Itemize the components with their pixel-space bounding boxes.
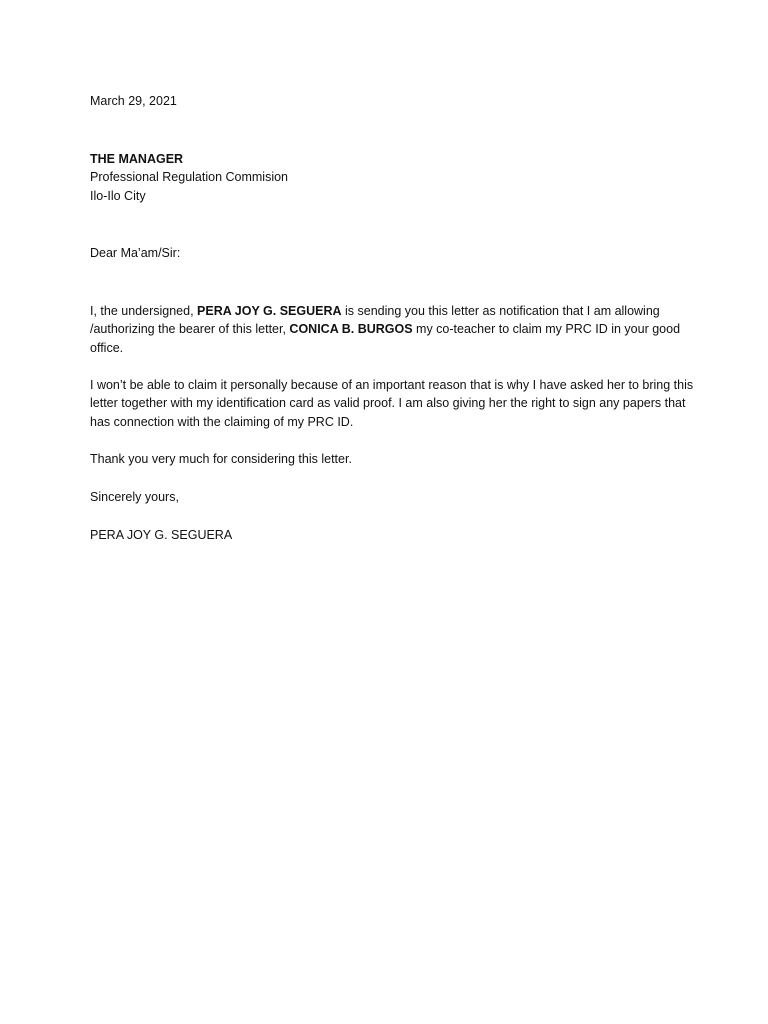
paragraph-thanks: Thank you very much for considering this letter. [90, 451, 352, 466]
paragraph-reason: I won’t be able to claim it personally because of an important reason that is why I have asked her to bring this letter together with my identification card as valid proof. I am also giving her the right to sign any papers that has connection with the claiming of my PRC ID. [90, 377, 694, 429]
recipient-organization: Professional Regulation Commision [90, 170, 289, 184]
recipient-address [90, 150, 700, 206]
paragraph-1-part-1: I, the undersigned, [90, 303, 198, 318]
letter-body [90, 92, 700, 544]
signature-name: PERA JOY G. SEGUERA [90, 527, 233, 542]
recipient-title: THE MANAGER [90, 151, 184, 166]
bearer-name-bold: CONICA B. BURGOS [289, 322, 413, 336]
salutation: Dear Ma’am/Sir: [90, 246, 181, 260]
paragraph-1-part-3: my co-teacher to claim my PRC ID in your good office. [90, 322, 681, 355]
paragraph-1-part-2: is sending you this letter as notification that I am allowing /authorizing the bearer of this letter, [90, 303, 660, 336]
paragraph-authorization [90, 302, 700, 358]
sender-name-bold: PERA JOY G. SEGUERA [197, 303, 342, 318]
closing: Sincerely yours, [90, 490, 179, 504]
recipient-city: Ilo-Ilo City [90, 188, 146, 203]
letter-date: March 29, 2021 [90, 94, 177, 108]
